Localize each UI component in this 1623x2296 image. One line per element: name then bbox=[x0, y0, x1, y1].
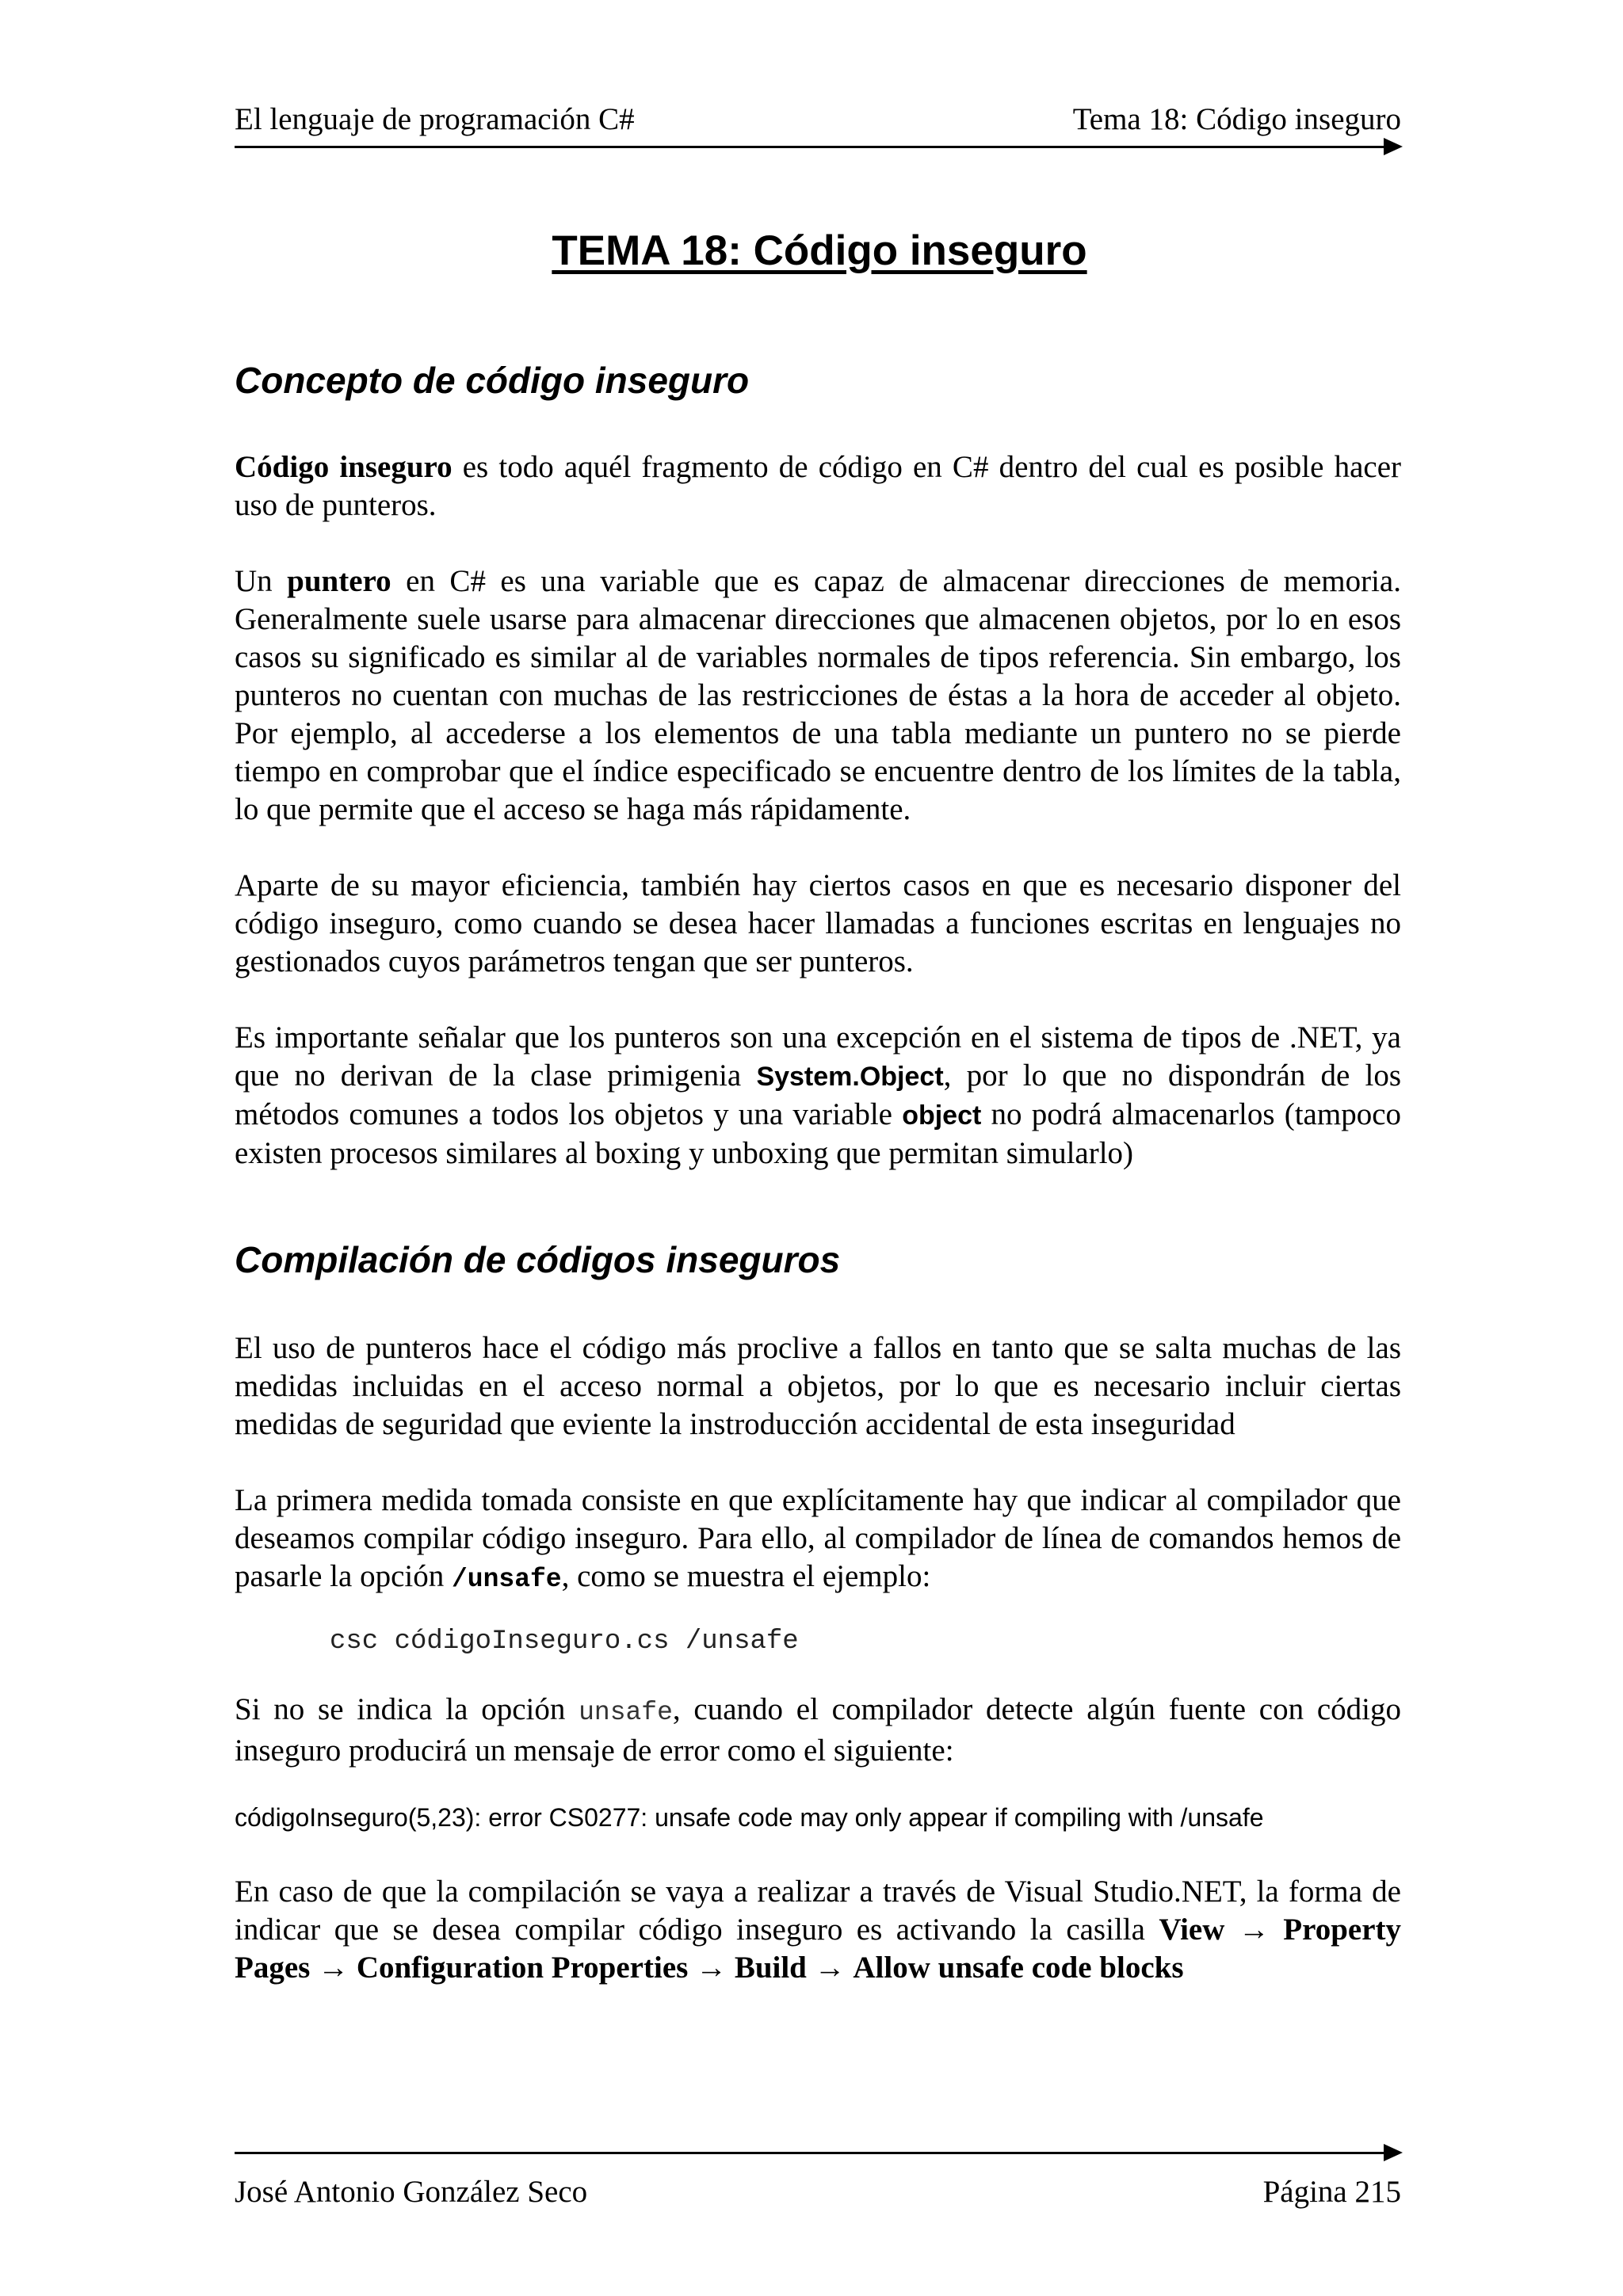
keyword-object: object bbox=[902, 1100, 982, 1131]
paragraph-system-object bbox=[235, 1019, 1401, 1173]
term-codigo-inseguro: Código inseguro bbox=[235, 450, 453, 484]
header-chapter-title: Tema 18: Código inseguro bbox=[1072, 102, 1401, 136]
paragraph-text: , por lo que no dispondrán de los métodos comunes a todos los objetos y una variable bbox=[235, 1058, 1401, 1131]
menu-path-configuration-properties: Configuration Properties bbox=[356, 1951, 689, 1985]
paragraph-text: , como se muestra el ejemplo: bbox=[561, 1559, 931, 1593]
section-heading-concepto: Concepto de código inseguro bbox=[235, 360, 750, 401]
paragraph-primera-medida bbox=[235, 1482, 1401, 1599]
term-puntero: puntero bbox=[287, 564, 391, 598]
keyword-system-object: System.Object bbox=[756, 1062, 944, 1092]
header-rule bbox=[235, 146, 1385, 148]
option-unsafe-inline: unsafe bbox=[579, 1698, 673, 1727]
menu-path-allow-unsafe: Allow unsafe code blocks bbox=[853, 1951, 1184, 1985]
paragraph-visual-studio bbox=[235, 1873, 1401, 1987]
footer-author: José Antonio González Seco bbox=[235, 2175, 588, 2209]
footer-arrow-icon bbox=[1384, 2144, 1403, 2161]
paragraph-text: En caso de que la compilación se vaya a realizar a través de Visual Studio.NET, la forma de indicar que se desea compilar código inseguro es activando la casilla bbox=[235, 1875, 1401, 1947]
right-arrow-icon: → bbox=[318, 1951, 349, 1985]
paragraph-text: Un bbox=[235, 564, 288, 598]
paragraph-text: , cuando el compilador detecte algún fuente con código inseguro producirá un mensaje de error como el siguiente: bbox=[235, 1692, 1401, 1768]
menu-path-view: View bbox=[1159, 1913, 1225, 1947]
page-title-text: TEMA 18: Código inseguro bbox=[552, 227, 1087, 274]
running-footer bbox=[235, 2171, 1401, 2218]
paragraph-eficiencia: Aparte de su mayor eficiencia, también hay ciertos casos en que es necesario disponer del código inseguro, como cuando se desea hacer llamadas a funciones escritas en lenguajes no gestionados cuyos parámetros tengan que ser punteros. bbox=[235, 868, 1401, 978]
paragraph-definition bbox=[235, 448, 1401, 524]
footer-rule bbox=[235, 2152, 1385, 2154]
footer-page-number: Página 215 bbox=[1262, 2175, 1401, 2209]
paragraph-text: es todo aquél fragmento de código en C# dentro del cual es posible hacer uso de punteros. bbox=[235, 450, 1401, 522]
right-arrow-icon: → bbox=[696, 1951, 727, 1985]
paragraph-text: La primera medida tomada consiste en que explícitamente hay que indicar al compilador que deseamos compilar código inseguro. Para ello, al compilador de línea de comandos hemos de pasarle la opción bbox=[235, 1483, 1401, 1593]
paragraph-text: Si no se indica la opción bbox=[235, 1692, 579, 1726]
menu-path-property-pages: Property Pages bbox=[235, 1913, 1402, 1985]
page-title bbox=[0, 223, 1623, 279]
right-arrow-icon: → bbox=[814, 1951, 846, 1985]
header-book-title: El lenguaje de programación C# bbox=[235, 102, 635, 136]
right-arrow-icon: → bbox=[1238, 1913, 1270, 1947]
paragraph-text: Es importante señalar que los punteros son una excepción en el sistema de tipos de .NET, ya que no derivan de la clase primigenia bbox=[235, 1020, 1401, 1093]
error-message: códigoInseguro(5,23): error CS0277: unsafe code may only appear if compiling with /unsafe bbox=[235, 1803, 1264, 1832]
menu-path-build: Build bbox=[734, 1951, 807, 1985]
code-example: csc códigoInseguro.cs /unsafe bbox=[330, 1627, 799, 1657]
running-header bbox=[235, 98, 1401, 146]
paragraph-text: no podrá almacenarlos (tampoco existen procesos similares al boxing y unboxing que permitan simularlo) bbox=[235, 1097, 1401, 1170]
paragraph-uso-punteros: El uso de punteros hace el código más proclive a fallos en tanto que se salta muchas de las medidas incluidas en el acceso normal a objetos, por lo que es necesario incluir ciertas medidas de seguridad que eviente la instroducción accidental de esta inseguridad bbox=[235, 1331, 1401, 1441]
paragraph-sin-opcion bbox=[235, 1691, 1401, 1770]
paragraph-text: en C# es una variable que es capaz de almacenar direcciones de memoria. Generalmente suele usarse para almacenar direcciones que almacenen objetos, por lo en esos casos su significado es similar al de variables normales de tipos referencia. Sin embargo, los punteros no cuentan con muchas de las restricciones de éstas a la hora de acceder al objeto. Por ejemplo, al accederse a los elementos de una tabla mediante un puntero no se pierde tiempo en comprobar que el índice especificado se encuentre dentro de los límites de la tabla, lo que permite que el acceso se haga más rápidamente. bbox=[235, 564, 1401, 826]
option-unsafe: /unsafe bbox=[451, 1565, 562, 1594]
paragraph-puntero bbox=[235, 563, 1401, 829]
section-heading-compilacion: Compilación de códigos inseguros bbox=[235, 1239, 841, 1280]
header-arrow-icon bbox=[1384, 138, 1403, 155]
